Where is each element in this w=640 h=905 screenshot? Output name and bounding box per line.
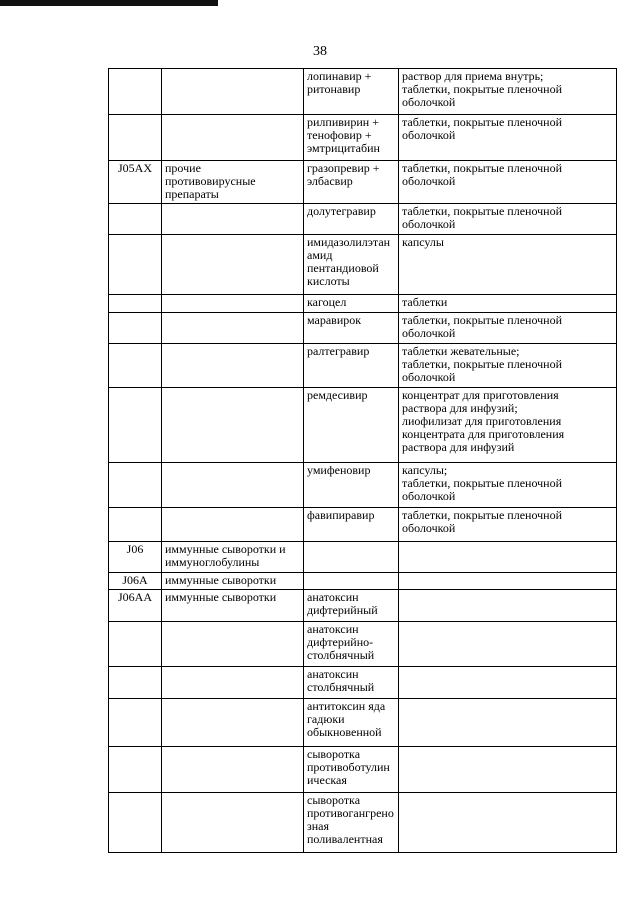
group-name-cell — [162, 508, 304, 542]
group-name-cell — [162, 295, 304, 313]
drug-name-cell: лопинавир + ритонавир — [304, 69, 399, 115]
drug-name-cell: рилпивирин + тенофовир + эмтрицитабин — [304, 115, 399, 161]
dosage-form-cell: раствор для приема внутрь; таблетки, покрытые пленочной оболочкой — [399, 69, 617, 115]
dosage-form-cell: капсулы — [399, 235, 617, 295]
group-name-cell — [162, 204, 304, 235]
group-name-cell — [162, 699, 304, 747]
table-row — [109, 699, 617, 747]
dosage-form-cell — [399, 590, 617, 622]
group-name-cell: иммунные сыворотки и иммуноглобулины — [162, 542, 304, 573]
dosage-form-cell — [399, 747, 617, 793]
atc-code-cell: J05AX — [109, 161, 162, 204]
table-row — [109, 463, 617, 508]
group-name-cell — [162, 463, 304, 508]
table-row — [109, 747, 617, 793]
dosage-form-cell — [399, 793, 617, 853]
drug-name-cell: сыворотка противогангрено зная поливалентная — [304, 793, 399, 853]
drug-name-cell: фавипиравир — [304, 508, 399, 542]
atc-code-cell — [109, 793, 162, 853]
table-row — [109, 204, 617, 235]
dosage-form-cell: таблетки жевательные; таблетки, покрытые пленочной оболочкой — [399, 344, 617, 388]
scan-edge-bar — [0, 0, 218, 6]
drug-name-cell — [304, 573, 399, 590]
atc-code-cell — [109, 747, 162, 793]
atc-code-cell — [109, 699, 162, 747]
group-name-cell — [162, 667, 304, 699]
dosage-form-cell: концентрат для приготовления раствора для инфузий; лиофилизат для приготовления концентрата для приготовления раствора для инфузий — [399, 388, 617, 463]
dosage-form-cell: таблетки, покрытые пленочной оболочкой — [399, 313, 617, 344]
dosage-form-cell — [399, 699, 617, 747]
dosage-form-cell: таблетки — [399, 295, 617, 313]
table-row — [109, 388, 617, 463]
dosage-form-cell — [399, 542, 617, 573]
group-name-cell — [162, 313, 304, 344]
group-name-cell — [162, 622, 304, 667]
drug-name-cell: ралтегравир — [304, 344, 399, 388]
table-row — [109, 69, 617, 115]
table-row — [109, 508, 617, 542]
drug-name-cell: кагоцел — [304, 295, 399, 313]
drug-table — [108, 68, 617, 853]
atc-code-cell: J06 — [109, 542, 162, 573]
group-name-cell: иммунные сыворотки — [162, 573, 304, 590]
atc-code-cell — [109, 115, 162, 161]
page-number: 38 — [313, 44, 327, 59]
table-row — [109, 622, 617, 667]
atc-code-cell — [109, 463, 162, 508]
group-name-cell — [162, 747, 304, 793]
atc-code-cell — [109, 204, 162, 235]
dosage-form-cell — [399, 622, 617, 667]
table-row — [109, 590, 617, 622]
drug-name-cell: анатоксин дифтерийно- столбнячный — [304, 622, 399, 667]
table-body — [109, 69, 617, 853]
table-row — [109, 235, 617, 295]
dosage-form-cell: таблетки, покрытые пленочной оболочкой — [399, 161, 617, 204]
group-name-cell: иммунные сыворотки — [162, 590, 304, 622]
drug-name-cell: антитоксин яда гадюки обыкновенной — [304, 699, 399, 747]
atc-code-cell — [109, 344, 162, 388]
atc-code-cell — [109, 295, 162, 313]
drug-name-cell: гразопревир + элбасвир — [304, 161, 399, 204]
atc-code-cell — [109, 388, 162, 463]
table-row — [109, 313, 617, 344]
table-row — [109, 295, 617, 313]
dosage-form-cell: таблетки, покрытые пленочной оболочкой — [399, 508, 617, 542]
dosage-form-cell: таблетки, покрытые пленочной оболочкой — [399, 115, 617, 161]
group-name-cell — [162, 344, 304, 388]
atc-code-cell — [109, 508, 162, 542]
drug-name-cell: сыворотка противоботулин ическая — [304, 747, 399, 793]
group-name-cell — [162, 388, 304, 463]
drug-name-cell: долутегравир — [304, 204, 399, 235]
atc-code-cell: J06A — [109, 573, 162, 590]
group-name-cell — [162, 115, 304, 161]
atc-code-cell — [109, 313, 162, 344]
table-row — [109, 667, 617, 699]
table-row — [109, 344, 617, 388]
drug-name-cell: умифеновир — [304, 463, 399, 508]
table-row — [109, 793, 617, 853]
drug-name-cell — [304, 542, 399, 573]
atc-code-cell — [109, 235, 162, 295]
drug-name-cell: имидазолилэтан амид пентандиовой кислоты — [304, 235, 399, 295]
table-row — [109, 115, 617, 161]
table-row — [109, 542, 617, 573]
atc-code-cell — [109, 667, 162, 699]
dosage-form-cell — [399, 573, 617, 590]
drug-name-cell: анатоксин дифтерийный — [304, 590, 399, 622]
drug-name-cell: анатоксин столбнячный — [304, 667, 399, 699]
table-row — [109, 161, 617, 204]
atc-code-cell — [109, 622, 162, 667]
atc-code-cell — [109, 69, 162, 115]
group-name-cell — [162, 793, 304, 853]
atc-code-cell: J06AA — [109, 590, 162, 622]
drug-name-cell: ремдесивир — [304, 388, 399, 463]
dosage-form-cell — [399, 667, 617, 699]
group-name-cell — [162, 235, 304, 295]
group-name-cell — [162, 69, 304, 115]
dosage-form-cell: таблетки, покрытые пленочной оболочкой — [399, 204, 617, 235]
group-name-cell: прочие противовирусные препараты — [162, 161, 304, 204]
dosage-form-cell: капсулы; таблетки, покрытые пленочной оболочкой — [399, 463, 617, 508]
drug-name-cell: маравирок — [304, 313, 399, 344]
table-row — [109, 573, 617, 590]
